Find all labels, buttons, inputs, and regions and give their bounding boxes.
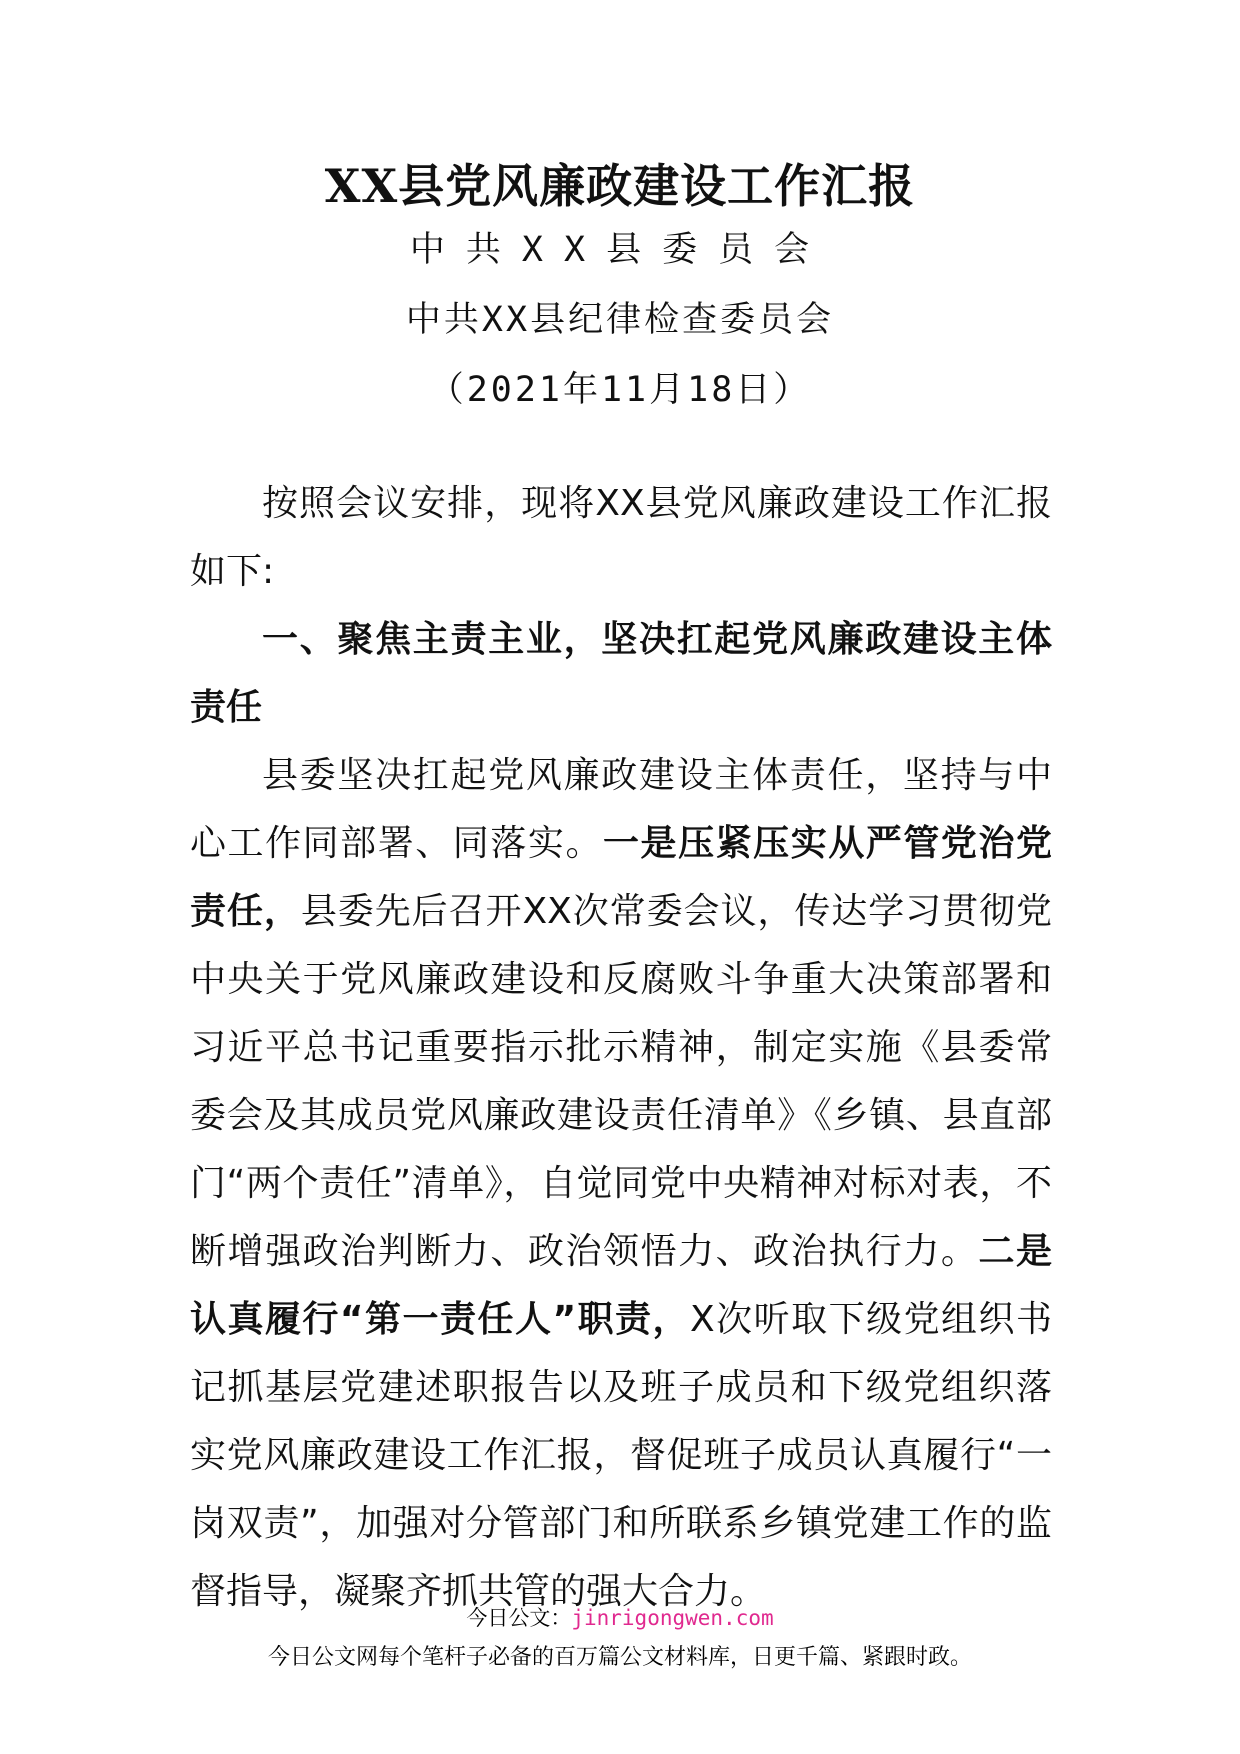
document-title: XX县党风廉政建设工作汇报 — [324, 159, 916, 213]
footer-source-label: 今日公文： — [466, 1606, 572, 1630]
document-body — [190, 470, 1052, 1626]
paragraph-1-lead: 县委坚决扛起党风廉政建设主体责任，坚持与中心工作同部署、同落实。 — [190, 755, 1052, 864]
document-date: （2021年11月18日） — [428, 370, 812, 410]
footer-source-line — [0, 1602, 1240, 1632]
footer-tagline: 今日公文网每个笔杆子必备的百万篇公文材料库，日更千篇、紧跟时政。 — [267, 1645, 972, 1670]
paragraph-1 — [190, 742, 1052, 1626]
section-heading-1: 一、聚焦主责主业，坚决扛起党风廉政建设主体责任 — [190, 619, 1052, 728]
issuer-discipline-commission: 中共XX县纪律检查委员会 — [405, 300, 835, 340]
paragraph-1-bold-point-2: 二是认真履行“第一责任人”职责， — [190, 1231, 1052, 1340]
paragraph-1-bold-point-1: 一是压紧压实从严管党治党责任， — [190, 823, 1052, 932]
footer-url-link[interactable]: jinrigongwen.com — [571, 1606, 774, 1630]
issuer-county-committee: 中共XX县委员会 — [409, 230, 831, 270]
paragraph-1-text-2: X次听取下级党组织书记抓基层党建述职报告以及班子成员和下级党组织落实党风廉政建设工作汇报，督促班子成员认真履行“一岗双责”，加强对分管部门和所联系乡镇党建工作的监督指导，凝聚齐抓共管的强大合力。 — [190, 1299, 1052, 1612]
paragraph-1-text-1: 县委先后召开XX次常委会议，传达学习贯彻党中央关于党风廉政建设和反腐败斗争重大决策部署和习近平总书记重要指示批示精神，制定实施《县委常委会及其成员党风廉政建设责任清单》《乡镇、县直部门“两个责任”清单》，自觉同党中央精神对标对表，不断增强政治判断力、政治领悟力、政治执行力。 — [190, 891, 1052, 1272]
intro-paragraph: 按照会议安排，现将XX县党风廉政建设工作汇报如下: — [190, 483, 1052, 592]
